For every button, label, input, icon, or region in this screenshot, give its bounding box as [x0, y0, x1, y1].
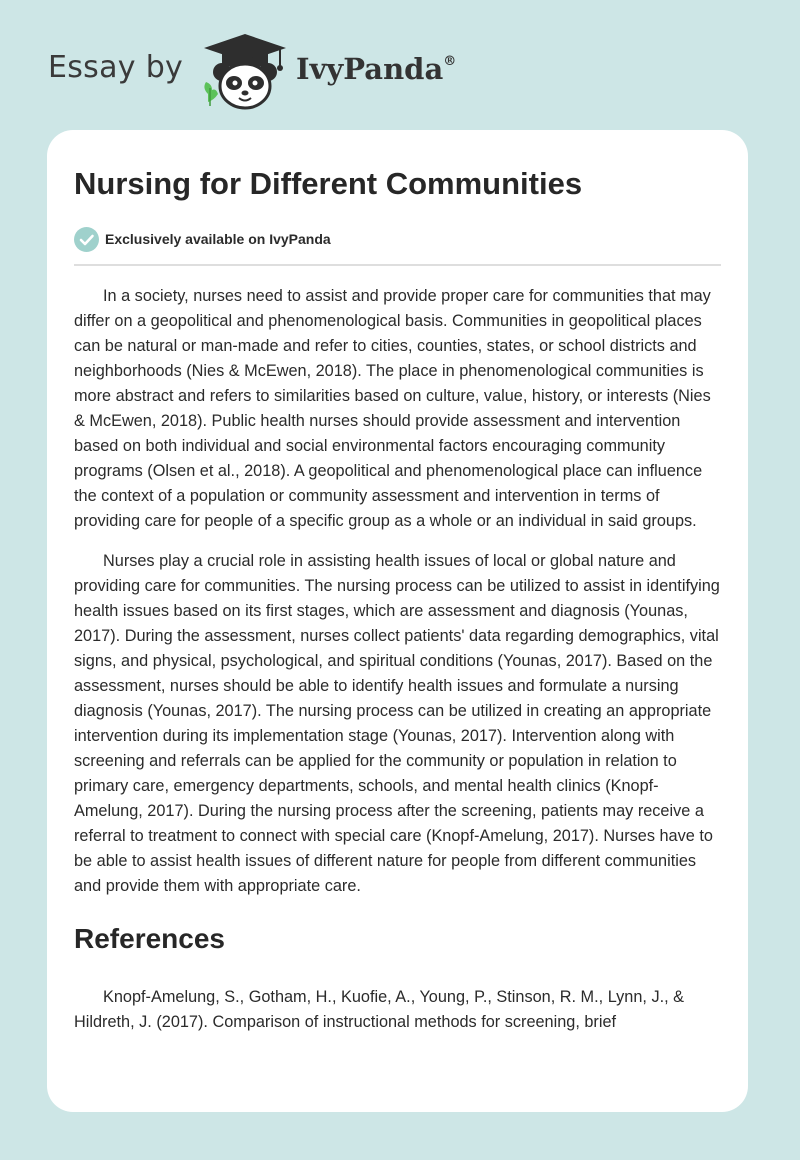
brand-prefix: Essay by	[48, 50, 184, 85]
essay-card	[47, 130, 748, 1112]
essay-body	[74, 284, 721, 899]
brand-name: IvyPanda®	[296, 52, 457, 86]
references-list	[74, 985, 721, 1035]
check-circle-icon	[74, 227, 99, 252]
exclusive-badge	[74, 226, 721, 252]
badge-text: Exclusively available on IvyPanda	[105, 231, 331, 247]
references-heading: References	[74, 923, 225, 954]
body-paragraph: In a society, nurses need to assist and provide proper care for communities that may differ on a geopolitical and phenomenological basis. Communities in geopolitical places can be natural or man-made and refer to cities, counties, states, or school districts and neighborhoods (Nies & McEwen, 2018). The place in phenomenological communities is more abstract and refers to similarities based on culture, value, history, or interests (Nies & McEwen, 2018). Public health nurses should provide assessment and intervention based on both individual and social environmental factors encouraging community programs (Olsen et al., 2018). A geopolitical and phenomenological place can influence the context of a population or community assessment and intervention in terms of providing care for people of a specific group as a whole or an individual in said groups.	[74, 287, 711, 530]
ivypanda-logo-icon[interactable]	[200, 32, 290, 110]
page-title: Nursing for Different Communities	[74, 166, 583, 201]
brand-header	[48, 30, 468, 110]
body-paragraph: Nurses play a crucial role in assisting health issues of local or global nature and providing care for communities. The nursing process can be utilized to assist in identifying health issues based on its first stages, which are assessment and diagnosis (Younas, 2017). During the assessment, nurses collect patients' data regarding demographics, vital signs, and physical, psychological, and spiritual conditions (Younas, 2017). Based on the assessment, nurses should be able to identify health issues and formulate a nursing diagnosis (Younas, 2017). The nursing process can be utilized in creating an appropriate intervention during its implementation stage (Younas, 2017). Intervention along with screening and referrals can be applied for the community or population in relation to primary care, emergency departments, schools, and mental health clinics (Knopf-Amelung, 2017). During the nursing process after the screening, patients may receive a referral to treatment to connect with special care (Knopf-Amelung, 2017). Nurses have to be able to assist health issues of different nature for people from different communities and provide them with appropriate care.	[74, 552, 720, 895]
reference-item: Knopf-Amelung, S., Gotham, H., Kuofie, A., Young, P., Stinson, R. M., Lynn, J., & Hildreth, J. (2017). Comparison of instructional methods for screening, brief	[74, 988, 685, 1031]
divider	[74, 264, 721, 266]
